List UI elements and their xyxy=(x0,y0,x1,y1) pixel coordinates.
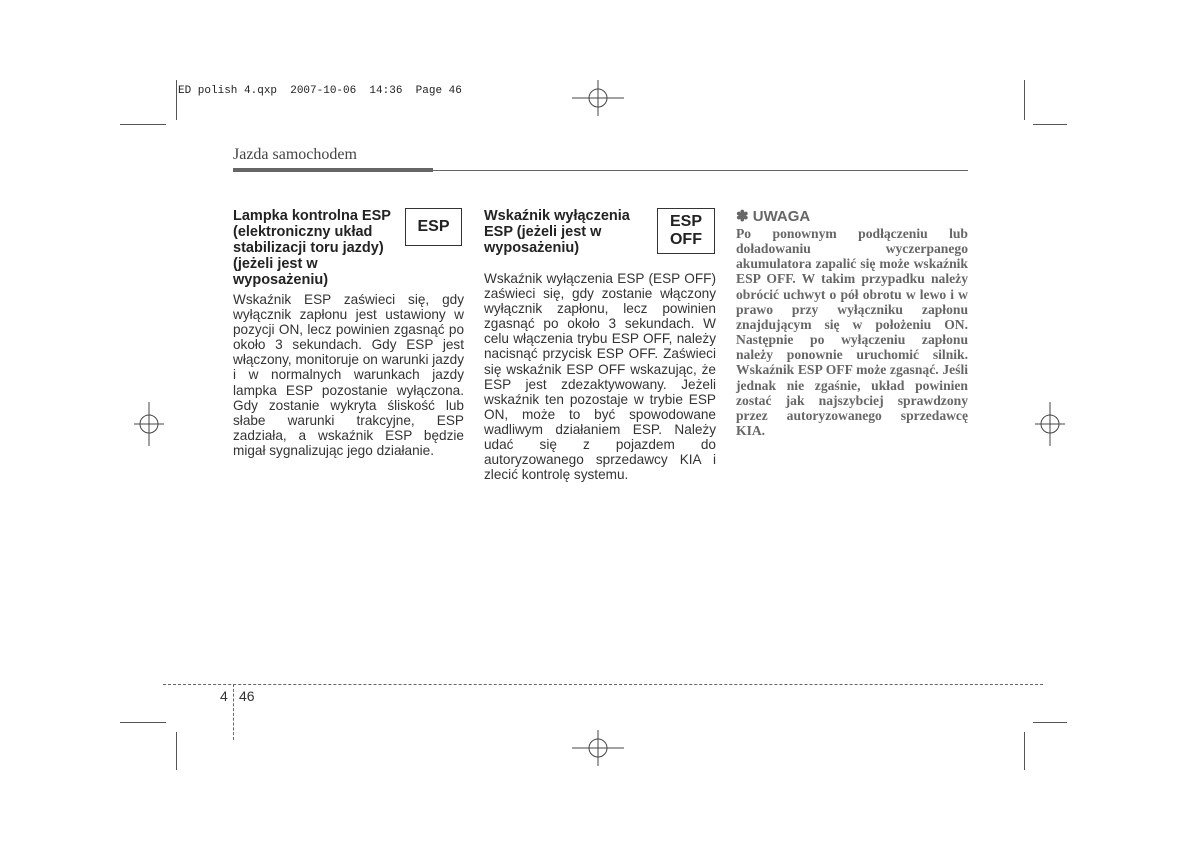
page-number: 46 xyxy=(239,688,255,704)
crop-mark-top-right-h xyxy=(1033,124,1067,125)
esp-off-badge-line1: ESP xyxy=(669,213,702,230)
note-body: Po ponownym podłączeniu lub doładowaniu wyczerpanego akumulatora zapalić się może wskaźnik ESP OFF. W takim przypadku należy obrócić uchwyt o pół obrotu w lewo i w prawo przy wyłączniku zapłonu znajdującym się w położeniu ON. Następnie po wyłączeniu zapłonu należy ponownie uruchomić silnik. Wskaźnik ESP OFF może zgasnąć. Jeśli jednak nie zgaśnie, układ powinien zostać jak najszybciej sprawdzony przez autoryzowanego sprzedawcę KIA. xyxy=(736,226,968,439)
footer-dashed-divider xyxy=(233,684,234,740)
esp-off-badge-line2: OFF xyxy=(669,231,702,248)
crop-mark-bottom-right-v xyxy=(1024,732,1025,770)
note-heading xyxy=(736,207,810,225)
crop-mark-bottom-right-h xyxy=(1033,722,1067,723)
esp-off-indicator-heading: Wskaźnik wyłączenia ESP (jeżeli jest w wyposażeniu) xyxy=(484,208,630,256)
header-rule-thick xyxy=(233,168,433,172)
esp-off-badge-icon xyxy=(657,208,715,254)
footer-dashed-rule xyxy=(163,684,1043,685)
esp-badge-icon xyxy=(405,208,462,246)
crop-mark-bottom-left-h xyxy=(120,722,166,723)
crop-mark-top-left-v xyxy=(176,80,177,120)
registration-mark-top xyxy=(572,78,624,118)
chapter-number: 4 xyxy=(220,688,228,704)
crop-mark-bottom-left-v xyxy=(176,732,177,770)
registration-mark-right xyxy=(1035,402,1065,446)
esp-off-indicator-body: Wskaźnik wyłączenia ESP (ESP OFF) zaświeci się, gdy zostanie włączony wyłącznik zapłonu, lecz powinien zgasnąć po około 3 sekundach. W celu włączenia trybu ESP OFF, należy nacisnąć przycisk ESP OFF. Zaświeci się wskaźnik ESP OFF wskazując, że ESP jest zdezaktywowany. Jeżeli wskaźnik ten pozostaje w trybie ESP ON, może to być spowodowane wadliwym działaniem ESP. Należy udać się z pojazdem do autoryzowanego sprzedawcy KIA i zlecić kontrolę systemu. xyxy=(484,271,716,483)
section-title: Jazda samochodem xyxy=(233,146,357,163)
note-title: UWAGA xyxy=(752,208,811,225)
header-rule-thin xyxy=(433,170,968,171)
print-slug: ED polish 4.qxp 2007-10-06 14:36 Page 46 xyxy=(178,85,462,97)
note-symbol-icon: ✽ xyxy=(736,208,749,225)
esp-indicator-body: Wskaźnik ESP zaświeci się, gdy wyłącznik zapłonu jest ustawiony w pozycji ON, lecz powinien zgasnąć po około 3 sekundach. Gdy ESP jest włączony, monitoruje on warunki jazdy i w normalnych warunkach jazdy lampka ESP pozostanie wyłączona. Gdy zostanie wykryta śliskość lub słabe warunki trakcyjne, ESP zadziała, a wskaźnik ESP będzie migał sygnalizując jego działanie. xyxy=(233,292,464,458)
registration-mark-bottom xyxy=(572,728,624,768)
esp-badge-label: ESP xyxy=(417,218,450,235)
registration-mark-left xyxy=(134,402,164,446)
crop-mark-top-left-h xyxy=(120,124,166,125)
esp-indicator-heading: Lampka kontrolna ESP (elektroniczny układ stabilizacji toru jazdy) (jeżeli jest w wyposażeniu) xyxy=(233,208,391,288)
crop-mark-top-right-v xyxy=(1024,80,1025,120)
